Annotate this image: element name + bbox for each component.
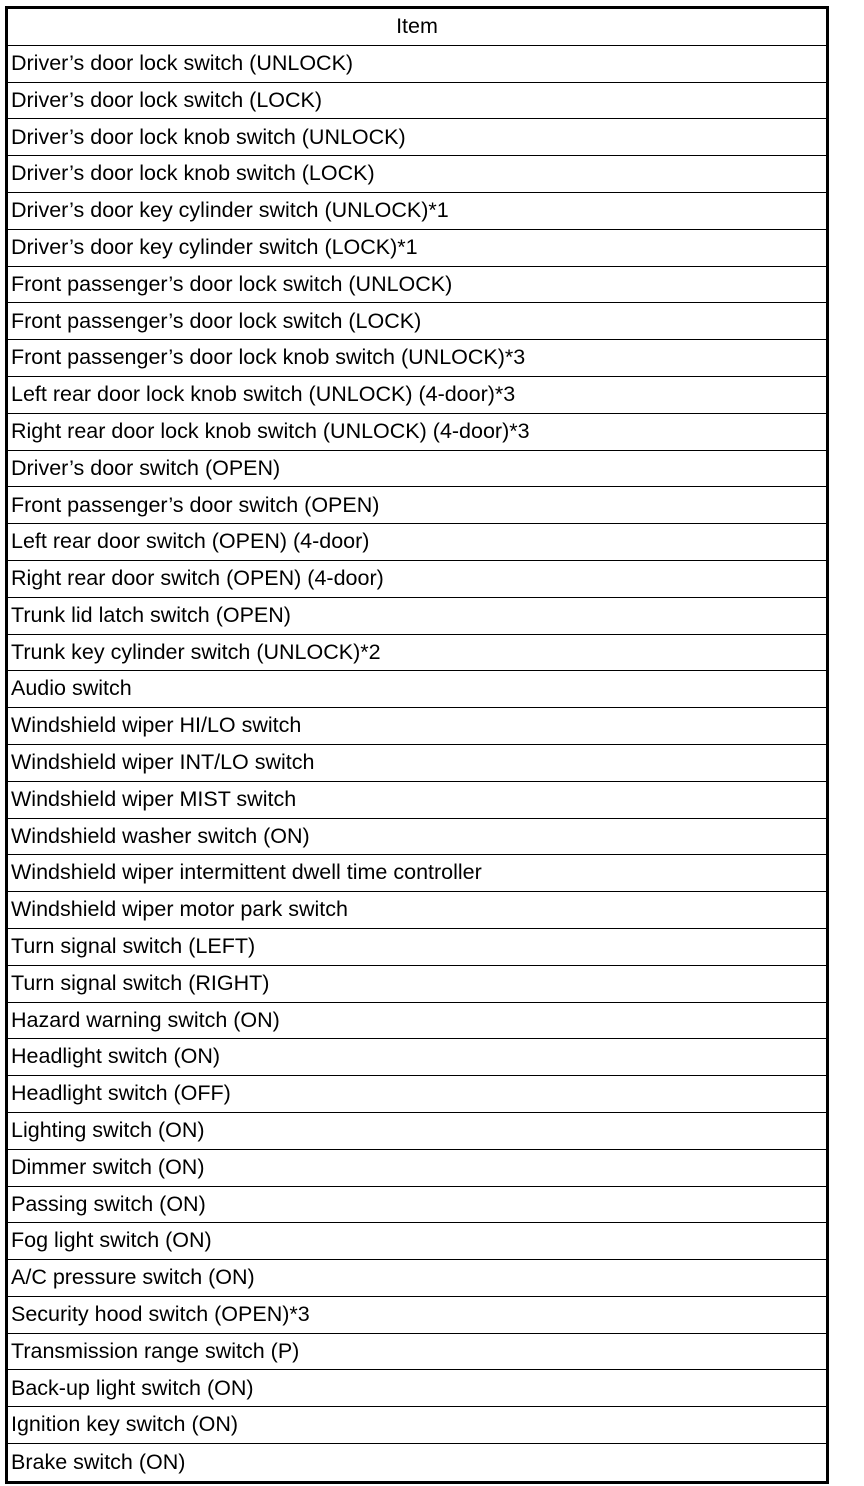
table-cell: Transmission range switch (P) bbox=[11, 1338, 300, 1363]
table-row bbox=[8, 303, 826, 340]
table-row bbox=[8, 892, 826, 929]
table-row bbox=[8, 708, 826, 745]
table-row bbox=[8, 1223, 826, 1260]
table-cell: Driver’s door key cylinder switch (UNLOCK)*1 bbox=[11, 198, 449, 223]
table-cell: Front passenger’s door lock knob switch (UNLOCK)*3 bbox=[11, 345, 526, 370]
table-cell: Passing switch (ON) bbox=[11, 1191, 206, 1216]
table-row bbox=[8, 1370, 826, 1407]
table-cell: Brake switch (ON) bbox=[11, 1449, 186, 1474]
table-row bbox=[8, 1444, 826, 1481]
table-row bbox=[8, 340, 826, 377]
table-cell: Hazard warning switch (ON) bbox=[11, 1007, 280, 1032]
table-cell: Lighting switch (ON) bbox=[11, 1118, 205, 1143]
table-cell: Front passenger’s door lock switch (UNLOCK) bbox=[11, 271, 453, 296]
table-cell: Driver’s door lock switch (UNLOCK) bbox=[11, 50, 354, 75]
table-cell: Turn signal switch (LEFT) bbox=[11, 934, 256, 959]
table-row bbox=[8, 782, 826, 819]
table-cell: Driver’s door lock switch (LOCK) bbox=[11, 87, 323, 112]
table-row bbox=[8, 46, 826, 83]
table-cell: Back-up light switch (ON) bbox=[11, 1375, 254, 1400]
table-row bbox=[8, 451, 826, 488]
table-cell: Trunk lid latch switch (OPEN) bbox=[11, 602, 291, 627]
table-cell: Front passenger’s door lock switch (LOCK) bbox=[11, 308, 422, 333]
table-header bbox=[8, 9, 826, 46]
table-row bbox=[8, 156, 826, 193]
table-row bbox=[8, 635, 826, 672]
table-row bbox=[8, 966, 826, 1003]
item-table bbox=[5, 6, 829, 1484]
table-cell: Left rear door switch (OPEN) (4-door) bbox=[11, 529, 370, 554]
table-cell: Windshield wiper MIST switch bbox=[11, 786, 297, 811]
table-row bbox=[8, 414, 826, 451]
table-row bbox=[8, 1150, 826, 1187]
table-row bbox=[8, 193, 826, 230]
table-row bbox=[8, 745, 826, 782]
table-cell: Security hood switch (OPEN)*3 bbox=[11, 1302, 310, 1327]
table-cell: Turn signal switch (RIGHT) bbox=[11, 970, 270, 995]
table-row bbox=[8, 1260, 826, 1297]
table-row bbox=[8, 1187, 826, 1224]
table-row bbox=[8, 671, 826, 708]
table-cell: Front passenger’s door switch (OPEN) bbox=[11, 492, 380, 517]
table-row bbox=[8, 230, 826, 267]
table-row bbox=[8, 487, 826, 524]
table-cell: Windshield wiper HI/LO switch bbox=[11, 713, 302, 738]
table-cell: Windshield wiper motor park switch bbox=[11, 897, 348, 922]
column-header-item: Item bbox=[396, 14, 438, 39]
table-row bbox=[8, 855, 826, 892]
table-cell: Dimmer switch (ON) bbox=[11, 1154, 205, 1179]
table-row bbox=[8, 1407, 826, 1444]
table-row bbox=[8, 1003, 826, 1040]
table-cell: Right rear door switch (OPEN) (4-door) bbox=[11, 566, 384, 591]
table-row bbox=[8, 1113, 826, 1150]
table-cell: Ignition key switch (ON) bbox=[11, 1412, 239, 1437]
table-cell: Headlight switch (ON) bbox=[11, 1044, 221, 1069]
table-cell: Driver’s door lock knob switch (UNLOCK) bbox=[11, 124, 406, 149]
table-cell: Right rear door lock knob switch (UNLOCK) (4-door)*3 bbox=[11, 418, 530, 443]
table-cell: Driver’s door key cylinder switch (LOCK)*1 bbox=[11, 234, 418, 259]
table-row bbox=[8, 1297, 826, 1334]
table-row bbox=[8, 819, 826, 856]
table-cell: Windshield wiper INT/LO switch bbox=[11, 750, 315, 775]
table-row bbox=[8, 1039, 826, 1076]
table-row bbox=[8, 267, 826, 304]
table-row bbox=[8, 561, 826, 598]
table-cell: Windshield washer switch (ON) bbox=[11, 823, 310, 848]
table-cell: Windshield wiper intermittent dwell time controller bbox=[11, 860, 482, 885]
table-cell: A/C pressure switch (ON) bbox=[11, 1265, 255, 1290]
table-row bbox=[8, 1334, 826, 1371]
table-row bbox=[8, 1076, 826, 1113]
table-row bbox=[8, 377, 826, 414]
table-row bbox=[8, 929, 826, 966]
table-row bbox=[8, 598, 826, 635]
table-cell: Left rear door lock knob switch (UNLOCK) (4-door)*3 bbox=[11, 382, 516, 407]
table-row bbox=[8, 119, 826, 156]
table-cell: Headlight switch (OFF) bbox=[11, 1081, 231, 1106]
table-cell: Driver’s door switch (OPEN) bbox=[11, 455, 281, 480]
table-cell: Fog light switch (ON) bbox=[11, 1228, 212, 1253]
table-cell: Driver’s door lock knob switch (LOCK) bbox=[11, 161, 375, 186]
table-row bbox=[8, 83, 826, 120]
table-cell: Audio switch bbox=[11, 676, 132, 701]
table-cell: Trunk key cylinder switch (UNLOCK)*2 bbox=[11, 639, 381, 664]
table-row bbox=[8, 524, 826, 561]
